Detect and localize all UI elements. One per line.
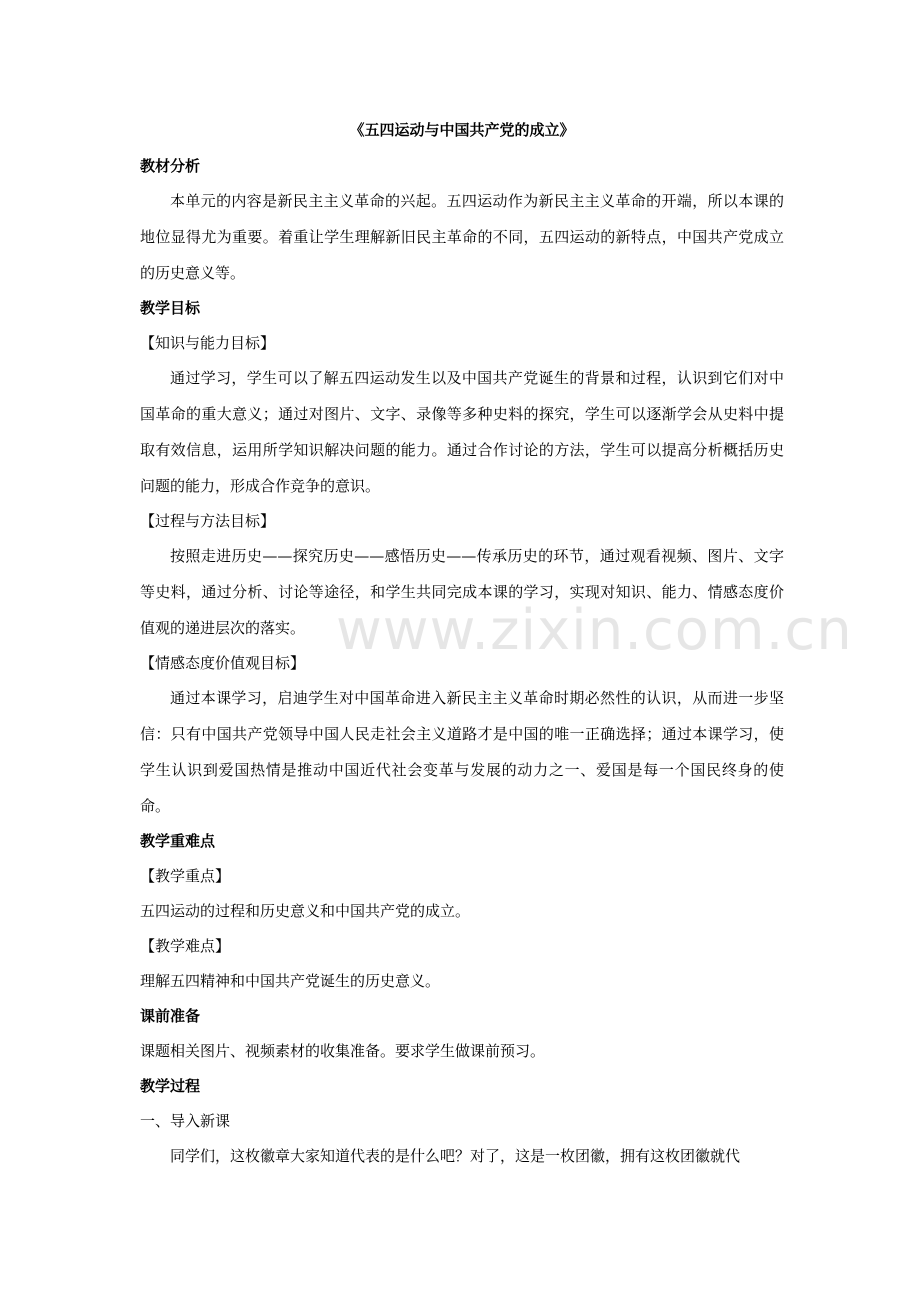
difficulty-text: 理解五四精神和中国共产党诞生的历史意义。 — [140, 972, 441, 990]
emotion-goal-paragraph: 通过本课学习，启迪学生对中国革命进入新民主主义革命时期必然性的认识，从而进一步坚信：只有中国共产党领导中国人民走社会主义道路才是中国的唯一正确选择；通过本课学习，使学生认识到爱国热情是推动中国近代社会变革与发展的动力之一、爱国是每一个国民终身的使命。 — [140, 689, 784, 815]
document-body — [140, 118, 784, 1179]
process-step1-paragraph: 同学们，这枚徽章大家知道代表的是什么吧？对了，这是一枚团徽，拥有这枚团徽就代 — [170, 1147, 741, 1165]
document-title: 《五四运动与中国共产党的成立》 — [349, 121, 575, 139]
emotion-goal-label: 【情感态度价值观目标】 — [140, 654, 306, 672]
knowledge-goal-label: 【知识与能力目标】 — [140, 334, 276, 352]
section-heading-process: 教学过程 — [140, 1077, 201, 1095]
focus-text: 五四运动的过程和历史意义和中国共产党的成立。 — [140, 902, 471, 920]
focus-label: 【教学重点】 — [140, 867, 231, 885]
section-heading-analysis: 教材分析 — [140, 157, 201, 175]
analysis-paragraph: 本单元的内容是新民主主义革命的兴起。五四运动作为新民主主义革命的开端，所以本课的地位显得尤为重要。着重让学生理解新旧民主革命的不同，五四运动的新特点，中国共产党成立的历史意义等。 — [140, 192, 784, 282]
process-step1-label: 一、导入新课 — [140, 1112, 231, 1130]
knowledge-goal-paragraph: 通过学习，学生可以了解五四运动发生以及中国共产党诞生的背景和过程，认识到它们对中国革命的重大意义；通过对图片、文字、录像等多种史料的探究，学生可以逐渐学会从史料中提取有效信息，运用所学知识解决问题的能力。通过合作讨论的方法，学生可以提高分析概括历史问题的能力，形成合作竞争的意识。 — [140, 369, 784, 495]
process-goal-label: 【过程与方法目标】 — [140, 512, 276, 530]
section-heading-key-points: 教学重难点 — [140, 832, 216, 850]
section-heading-goals: 教学目标 — [140, 299, 201, 317]
process-goal-paragraph: 按照走进历史——探究历史——感悟历史——传承历史的环节，通过观看视频、图片、文字等史料，通过分析、讨论等途径，和学生共同完成本课的学习，实现对知识、能力、情感态度价值观的递进层次的落实。 — [140, 547, 784, 637]
watermark-text: www.zixin.com.cn — [336, 598, 853, 663]
section-heading-preparation: 课前准备 — [140, 1007, 201, 1025]
preparation-text: 课题相关图片、视频素材的收集准备。要求学生做课前预习。 — [140, 1042, 546, 1060]
difficulty-label: 【教学难点】 — [140, 937, 231, 955]
